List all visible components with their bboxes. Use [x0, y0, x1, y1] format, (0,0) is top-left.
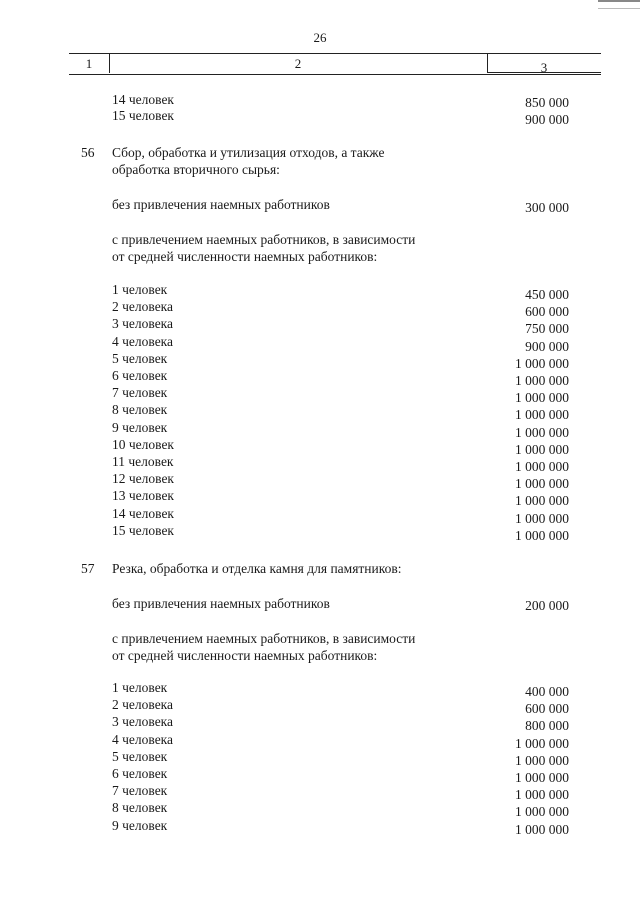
row-value: 400 000: [525, 684, 569, 699]
row-value: 1 000 000: [515, 493, 569, 509]
row-label: 4 человека: [112, 333, 174, 349]
row-label: 1 человек: [112, 680, 168, 695]
section-title: обработка вторичного сырья:: [112, 162, 280, 177]
with-hire-text: от средней численности наемных работников:: [112, 249, 378, 264]
row-value: 1 000 000: [515, 390, 569, 406]
row-value: 1 000 000: [515, 735, 569, 751]
row-value: 1 000 000: [515, 770, 569, 785]
row-label: 3 человека: [112, 714, 174, 730]
no-hire-value: 300 000: [525, 200, 569, 215]
row-label: 14 человек: [112, 92, 174, 107]
header-col1: 1: [85, 56, 93, 71]
no-hire-value: 200 000: [525, 598, 569, 613]
row-label: 1 человек: [112, 282, 168, 297]
row-value: 1 000 000: [515, 804, 569, 820]
row-value: 850 000: [525, 95, 569, 110]
row-value: 1 000 000: [515, 407, 569, 423]
with-hire-text: с привлечением наемных работников, в зависимости: [112, 631, 416, 646]
row-label: 9 человек: [112, 817, 168, 833]
row-value: 1 000 000: [515, 752, 569, 768]
row-label: 2 человека: [112, 299, 174, 315]
section-title: Сбор, обработка и утилизация отходов, а также: [112, 145, 385, 160]
row-label: 8 человек: [112, 402, 168, 418]
row-value: 900 000: [525, 338, 569, 354]
row-value: 1 000 000: [515, 355, 569, 371]
row-value: 1 000 000: [515, 527, 569, 543]
with-hire-text: с привлечением наемных работников, в зависимости: [112, 232, 416, 247]
row-label: 6 человек: [112, 766, 168, 781]
row-label: 4 человека: [112, 731, 174, 747]
row-value: 1 000 000: [515, 821, 569, 837]
row-label: 2 человека: [112, 697, 174, 713]
row-label: 6 человек: [112, 368, 168, 383]
section-title: Резка, обработка и отделка камня для памятников:: [112, 561, 402, 576]
row-value: 600 000: [525, 304, 569, 320]
row-label: 14 человек: [112, 505, 174, 521]
row-value: 1 000 000: [515, 459, 569, 474]
row-value: 450 000: [525, 287, 569, 302]
row-value: 800 000: [525, 718, 569, 734]
row-label: 7 человек: [112, 783, 168, 799]
section-number: 56: [81, 145, 95, 160]
row-label: 15 человек: [112, 522, 174, 538]
row-label: 5 человек: [112, 748, 168, 764]
no-hire-label: без привлечения наемных работников: [112, 197, 330, 212]
row-label: 8 человек: [112, 800, 168, 816]
row-value: 1 000 000: [515, 441, 569, 457]
row-value: 1 000 000: [515, 476, 569, 492]
row-label: 10 человек: [112, 436, 174, 452]
row-value: 750 000: [525, 321, 569, 337]
row-value: 1 000 000: [515, 373, 569, 388]
row-label: 11 человек: [112, 454, 174, 469]
row-label: 5 человек: [112, 350, 168, 366]
row-label: 3 человека: [112, 316, 174, 332]
header-col3: 3: [540, 60, 548, 75]
row-value: 900 000: [525, 112, 569, 127]
row-value: 1 000 000: [515, 787, 569, 803]
row-label: 15 человек: [112, 108, 174, 123]
row-value: 1 000 000: [515, 510, 569, 526]
row-label: 7 человек: [112, 385, 168, 401]
row-value: 600 000: [525, 701, 569, 717]
row-label: 13 человек: [112, 488, 174, 504]
with-hire-text: от средней численности наемных работников:: [112, 648, 378, 663]
page-number: 26: [313, 30, 327, 45]
table-header: [69, 53, 601, 75]
row-label: 12 человек: [112, 471, 174, 487]
row-label: 9 человек: [112, 419, 168, 435]
row-value: 1 000 000: [515, 424, 569, 440]
header-col2: 2: [294, 56, 302, 71]
scan-corner-mark: [598, 0, 640, 9]
section-number: 57: [81, 561, 95, 576]
no-hire-label: без привлечения наемных работников: [112, 596, 330, 611]
